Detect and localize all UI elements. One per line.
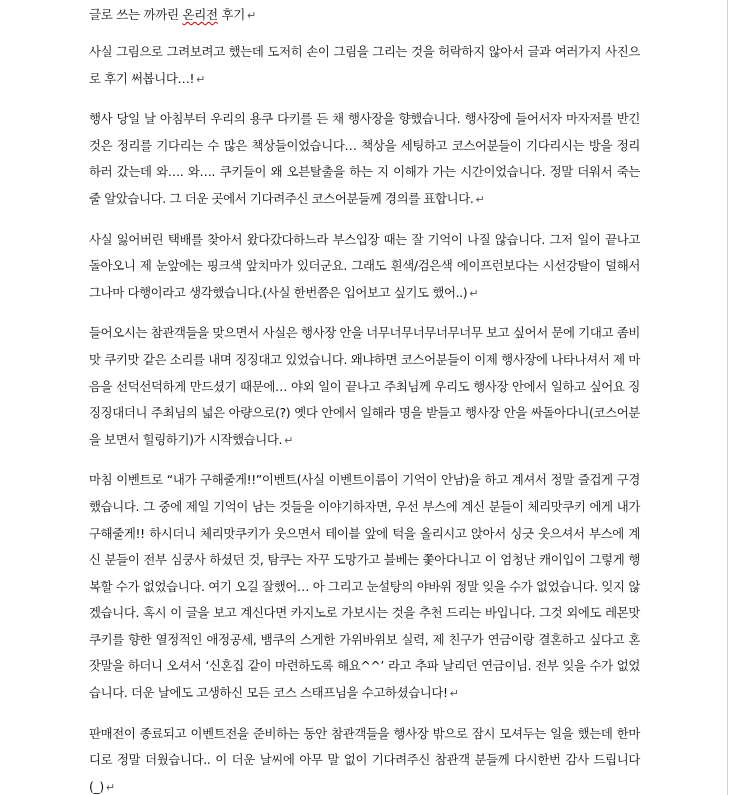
title-prefix: 글로 쓰는 까까린 xyxy=(89,7,183,22)
paragraph-text: 사실 잃어버린 택배를 찾아서 왔다갔다하느라 부스입장 때는 잘 기억이 나질 않습니다. 그저 일이 끝나고 돌아오니 제 눈앞에는 핑크색 앞치마가 있더군요. 그래도 흰색/검은색 에이프런보다는 시선강탈이 덜해서 그나마 다행이라고 생각했습니다.(사실 한번쯤은 입어보고 싶기도 했어..) xyxy=(89,231,640,300)
paragraph-gap xyxy=(89,307,640,320)
paragraph-4 xyxy=(89,320,640,454)
paragraph-text: 마침 이벤트로 “내가 구해줄게!!”이벤트(사실 이벤트이름이 기억이 안남)을 하고 계셔서 정말 즐겁게 구경했습니다. 그 중에 제일 기억이 남는 것들을 이야기하자면, 우선 부스에 계신 분들이 체리맛쿠키 에게 내가 구해줄게!! 하시더니 체리맛쿠키가 웃으면서 테이블 앞에 턱을 올리시고 앉아서 싱긋 웃으셔서 부스에 계신 분들이 전부 심쿵사 하셨던 것, 탐쿠는 자꾸 도망가고 블베는 쫓아다니고 이 엄청난 캐이입이 그렇게 행복할 수가 없었습니다. 여기 오길 잘했어… 아 그리고 눈설탕의 야바위 정말 잊을 수가 없었습니다. 잊지 않겠습니다. 혹시 이 글을 보고 계신다면 카지노로 가보시는 것을 추천 드리는 바입니다. 그것 외에도 레몬맛 쿠키를 향한 열정적인 애정공세, 뱀쿠의 스게한 가위바위보 실력, 제 친구가 연금이랑 결혼하고 싶다고 혼잣말을 하더니 오셔서 ‘신혼집 같이 마련하도록 해요^^’ 라고 추파 날리던 연금이님. 전부 잊을 수가 없었습니다. 더운 날에도 고생하신 모든 코스 스태프님을 수고하셨습니다! xyxy=(89,472,640,701)
paragraph-1 xyxy=(89,39,640,93)
paragraph-mark-icon: ↵ xyxy=(475,192,485,206)
paragraph-gap xyxy=(89,214,640,227)
paragraph-mark-icon: ↵ xyxy=(284,433,294,447)
paragraph-text: 들어오시는 참관객들을 맞으면서 사실은 행사장 안을 너무너무너무너무너무 보고 싶어서 문에 기대고 좀비맛 쿠키맛 같은 소리를 내며 징징대고 있었습니다. 왜냐하면 코스어분들이 이제 행사장에 나타나셔서 제 마음을 선덕선덕하게 만드셨기 때문에… 야외 일이 끝나고 주최님께 우리도 행사장 안에서 일하고 싶어요 징징징대더니 주최님의 넓은 아량으로(?) 옛다 안에서 일해라 명을 받들고 행사장 안을 싸돌아다니(코스어분을 보면서 힐링하기)가 시작했습니다. xyxy=(89,325,640,447)
paragraph-mark-icon: ↵ xyxy=(105,780,115,794)
paragraph-5 xyxy=(89,467,640,707)
paragraph-6 xyxy=(89,721,640,795)
document-title xyxy=(89,5,640,26)
paragraph-gap xyxy=(89,26,640,39)
paragraph-gap xyxy=(89,93,640,106)
title-misspelled-word: 온리전 xyxy=(182,7,218,22)
paragraph-text: 판매전이 종료되고 이벤트전을 준비하는 동안 참관객들을 행사장 밖으로 잠시 모셔두는 일을 했는데 한마디로 정말 더웠습니다.. 이 더운 날씨에 아무 말 없이 기다려주신 참관객 분들께 다시한번 감사 드립니다 (_) xyxy=(89,725,640,794)
paragraph-gap xyxy=(89,708,640,721)
paragraph-text: 행사 당일 날 아침부터 우리의 용쿠 다키를 든 채 행사장을 향했습니다. 행사장에 들어서자 마자저를 반긴 것은 정리를 기다리는 수 많은 책상들이었습니다… 책상을 세팅하고 코스어분들이 기다리시는 방을 정리하러 갔는데 와…. 와…. 쿠키들이 왜 오븐탈출을 하는 지 이해가 가는 시간이었습니다. 정말 더워서 죽는 줄 알았습니다. 그 더운 곳에서 기다려주신 코스어분들께 경의를 표합니다. xyxy=(89,111,640,206)
paragraph-3 xyxy=(89,227,640,308)
paragraph-mark-icon: ↵ xyxy=(247,9,256,22)
paragraph-mark-icon: ↵ xyxy=(196,72,206,86)
page-edge xyxy=(727,0,728,795)
paragraph-mark-icon: ↵ xyxy=(469,286,479,300)
paragraph-2 xyxy=(89,106,640,213)
document-body[interactable] xyxy=(89,0,640,795)
paragraph-mark-icon: ↵ xyxy=(449,687,459,701)
paragraph-text: 사실 그림으로 그려보려고 했는데 도저히 손이 그림을 그리는 것을 허락하지 않아서 글과 여러가지 사진으로 후기 써봅니다…! xyxy=(89,44,640,86)
title-suffix: 후기 xyxy=(217,7,246,22)
paragraph-gap xyxy=(89,454,640,467)
